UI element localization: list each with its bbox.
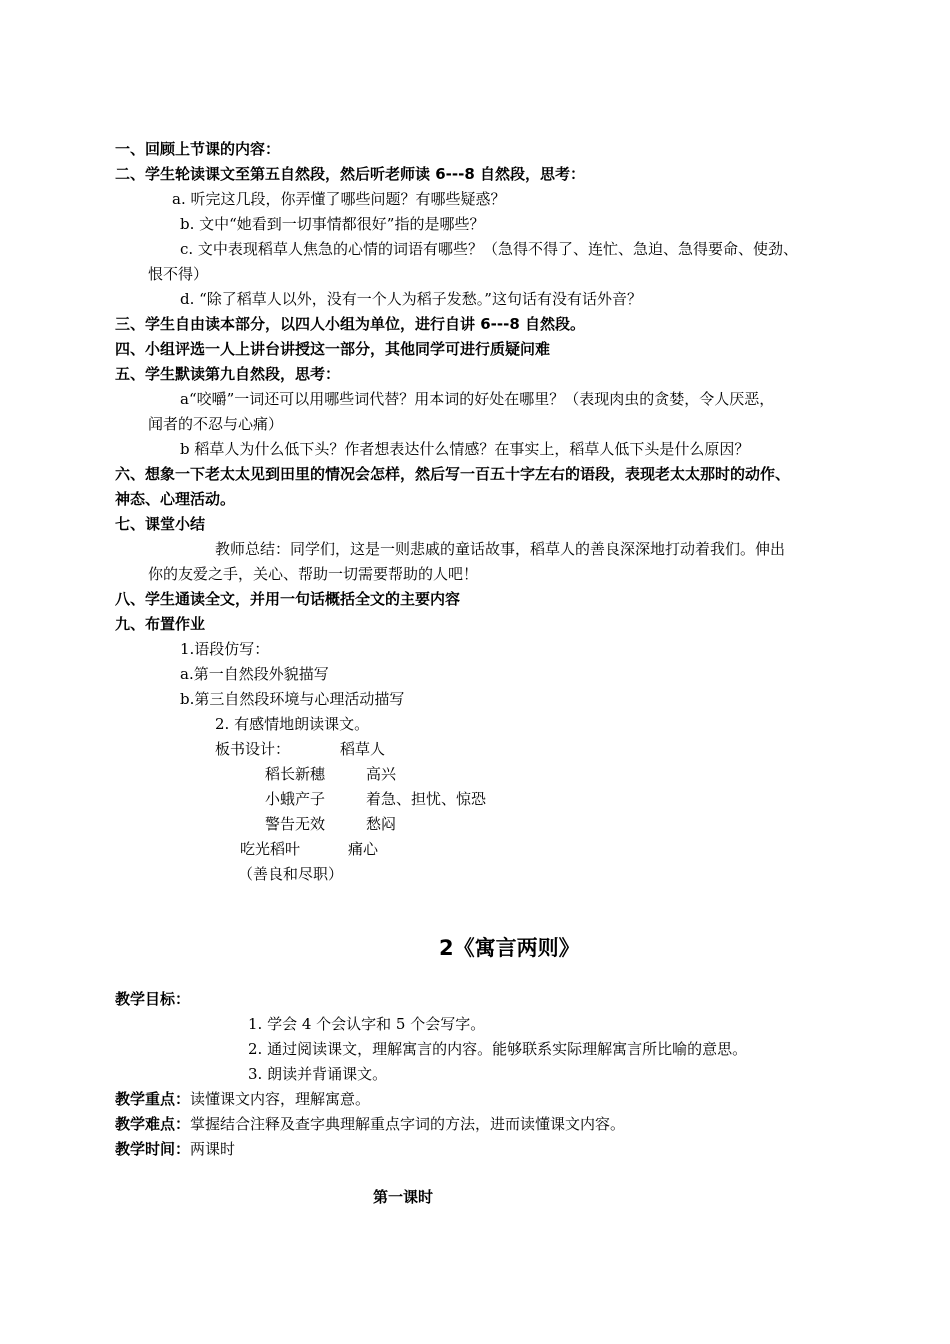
board-row-1-feeling: 高兴: [366, 765, 397, 783]
question-5a: a“咬嚼”一词还可以用哪些词代替？用本词的好处在哪里？（表现肉虫的贪婪，令人厌恶，: [180, 390, 775, 408]
board-row-3-event: 警告无效: [265, 815, 326, 833]
key-point-label: 教学重点：: [115, 1090, 191, 1108]
question-c-cont: 恨不得）: [148, 265, 209, 283]
board-row-4-event: 吃光稻叶: [240, 840, 301, 858]
board-label: 板书设计：: [215, 740, 291, 758]
difficult-point: [115, 1114, 625, 1134]
board-summary: （善良和尽职）: [238, 865, 344, 883]
step-8-heading: 八、学生通读全文，并用一句话概括全文的主要内容: [115, 590, 461, 608]
step-6-heading-cont: 神态、心理活动。: [115, 490, 236, 508]
homework-1: 1.语段仿写：: [180, 640, 270, 658]
board-row-1-event: 稻长新穗: [265, 765, 326, 783]
step-6-heading: 六、想象一下老太太见到田里的情况会怎样，然后写一百五十字左右的语段，表现老太太那时的动作、: [115, 465, 791, 483]
step-3-heading: 三、学生自由读本部分，以四人小组为单位，进行自讲 6---8 自然段。: [115, 315, 585, 333]
difficult-point-text: 掌握结合注释及查字典理解重点字词的方法，进而读懂课文内容。: [190, 1115, 626, 1133]
board-row-3-feeling: 愁闷: [366, 815, 397, 833]
homework-1a: a.第一自然段外貌描写: [180, 665, 329, 683]
goals-label: 教学目标：: [115, 990, 191, 1008]
teacher-summary-cont: 你的友爱之手，关心、帮助一切需要帮助的人吧！: [148, 565, 479, 583]
step-1-heading: 一、回顾上节课的内容：: [115, 140, 281, 158]
board-title: 稻草人: [340, 740, 386, 758]
board-row-4-feeling: 痛心: [348, 840, 379, 858]
key-point-text: 读懂课文内容，理解寓意。: [190, 1090, 371, 1108]
board-row-2-feeling: 着急、担忧、惊恐: [366, 790, 487, 808]
teacher-summary: 教师总结：同学们，这是一则悲戚的童话故事，稻草人的善良深深地打动着我们。伸出: [215, 540, 786, 558]
goal-1: 1. 学会 4 个会认字和 5 个会写字。: [248, 1015, 486, 1033]
step-7-heading: 七、课堂小结: [115, 515, 206, 533]
step-9-heading: 九、布置作业: [115, 615, 206, 633]
homework-2: 2. 有感情地朗读课文。: [215, 715, 370, 733]
lesson-title: 2《寓言两则》: [439, 936, 580, 960]
question-5a-cont: 闻者的不忍与心痛）: [148, 415, 284, 433]
question-5b: b 稻草人为什么低下头？作者想表达什么情感？在事实上，稻草人低下头是什么原因？: [180, 440, 750, 458]
step-4-heading: 四、小组评选一人上讲台讲授这一部分，其他同学可进行质疑问难: [115, 340, 551, 358]
difficult-point-label: 教学难点：: [115, 1115, 191, 1133]
step-2-heading: 二、学生轮读课文至第五自然段，然后听老师读 6---8 自然段，思考：: [115, 165, 585, 183]
goal-2: 2. 通过阅读课文，理解寓言的内容。能够联系实际理解寓言所比喻的意思。: [248, 1040, 748, 1058]
period-heading: 第一课时: [373, 1188, 434, 1206]
question-d: d. “除了稻草人以外，没有一个人为稻子发愁。”这句话有没有话外音？: [180, 290, 642, 308]
goal-3: 3. 朗读并背诵课文。: [248, 1065, 388, 1083]
teaching-time: [115, 1139, 235, 1159]
key-point: [115, 1089, 370, 1109]
question-a: a. 听完这几段，你弄懂了哪些问题？有哪些疑惑？: [172, 190, 506, 208]
question-b: b. 文中“她看到一切事情都很好”指的是哪些？: [180, 215, 485, 233]
board-row-2-event: 小蛾产子: [265, 790, 326, 808]
teaching-time-text: 两课时: [190, 1140, 236, 1158]
teaching-time-label: 教学时间：: [115, 1140, 191, 1158]
question-c: c. 文中表现稻草人焦急的心情的词语有哪些？（急得不得了、连忙、急迫、急得要命、使劲、: [180, 240, 798, 258]
step-5-heading: 五、学生默读第九自然段，思考：: [115, 365, 341, 383]
homework-1b: b.第三自然段环境与心理活动描写: [180, 690, 405, 708]
